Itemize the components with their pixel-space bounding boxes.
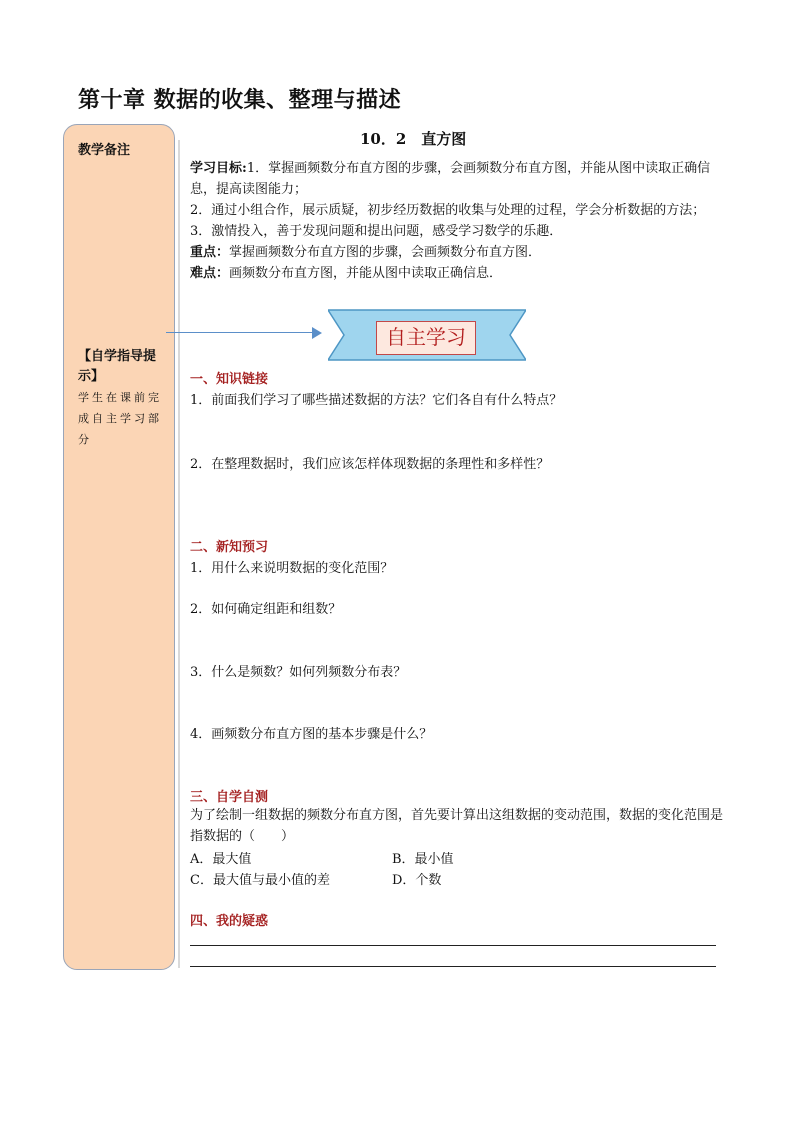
section-self-test: 三、自学自测 — [190, 790, 269, 805]
column-divider — [178, 140, 180, 968]
lesson-title: 10．2 直方图 — [360, 130, 467, 148]
question-2-4: 4．画频数分布直方图的基本步骤是什么？ — [190, 727, 433, 742]
answer-line — [190, 966, 716, 967]
question-1-2: 2．在整理数据时，我们应该怎样体现数据的条理性和多样性？ — [190, 457, 550, 472]
goal-3: 3．激情投入，善于发现问题和提出问题，感受学习数学的乐趣． — [190, 224, 563, 239]
sidebar-guide-title: 【自学指导提示】 — [78, 349, 157, 384]
section-preview: 二、新知预习 — [190, 540, 269, 555]
option-a: A．最大值 — [190, 852, 252, 867]
chapter-title: 第十章 数据的收集、整理与描述 — [78, 88, 402, 113]
option-b: B．最小值 — [392, 852, 454, 867]
answer-line — [190, 945, 716, 946]
self-test-question: 为了绘制一组数据的频数分布直方图，首先要计算出这组数据的变动范围，数据的变化范围是指数据的（ ） — [190, 808, 724, 844]
goal-1: 1．掌握画频数分布直方图的步骤，会画频数分布直方图，并能从图中读取正确信息，提高读图能力； — [190, 161, 711, 197]
question-1-1: 1．前面我们学习了哪些描述数据的方法？它们各自有什么特点？ — [190, 393, 563, 408]
option-d: D．个数 — [392, 873, 442, 888]
question-2-1: 1．用什么来说明数据的变化范围？ — [190, 561, 394, 576]
goal-2: 2．通过小组合作，展示质疑，初步经历数据的收集与处理的过程，学会分析数据的方法； — [190, 203, 706, 218]
key-point — [190, 242, 730, 263]
section-knowledge-link: 一、知识链接 — [190, 372, 269, 387]
difficult-text: 画频数分布直方图，并能从图中读取正确信息． — [229, 266, 503, 281]
question-2-3: 3．什么是频数？如何列频数分布表？ — [190, 665, 407, 680]
section-my-doubts: 四、我的疑惑 — [190, 914, 269, 929]
arrow-right-icon — [312, 327, 322, 339]
option-c: C．最大值与最小值的差 — [190, 873, 330, 888]
sidebar-label-notes: 教学备注 — [78, 143, 131, 158]
sidebar-guide-note: 学生在课前完成自主学习部分 — [78, 391, 162, 446]
self-study-banner-label: 自主学习 — [376, 321, 476, 355]
key-label: 重点： — [190, 245, 230, 260]
difficult-point — [190, 263, 730, 284]
key-text: 掌握画频数分布直方图的步骤，会画频数分布直方图． — [229, 245, 542, 260]
question-2-2: 2．如何确定组距和组数？ — [190, 602, 342, 617]
learning-goals — [190, 158, 730, 200]
pointer-arrow-line — [166, 332, 314, 333]
difficult-label: 难点： — [190, 266, 230, 281]
goals-label: 学习目标: — [190, 161, 247, 176]
teaching-notes-sidebar — [63, 124, 175, 970]
